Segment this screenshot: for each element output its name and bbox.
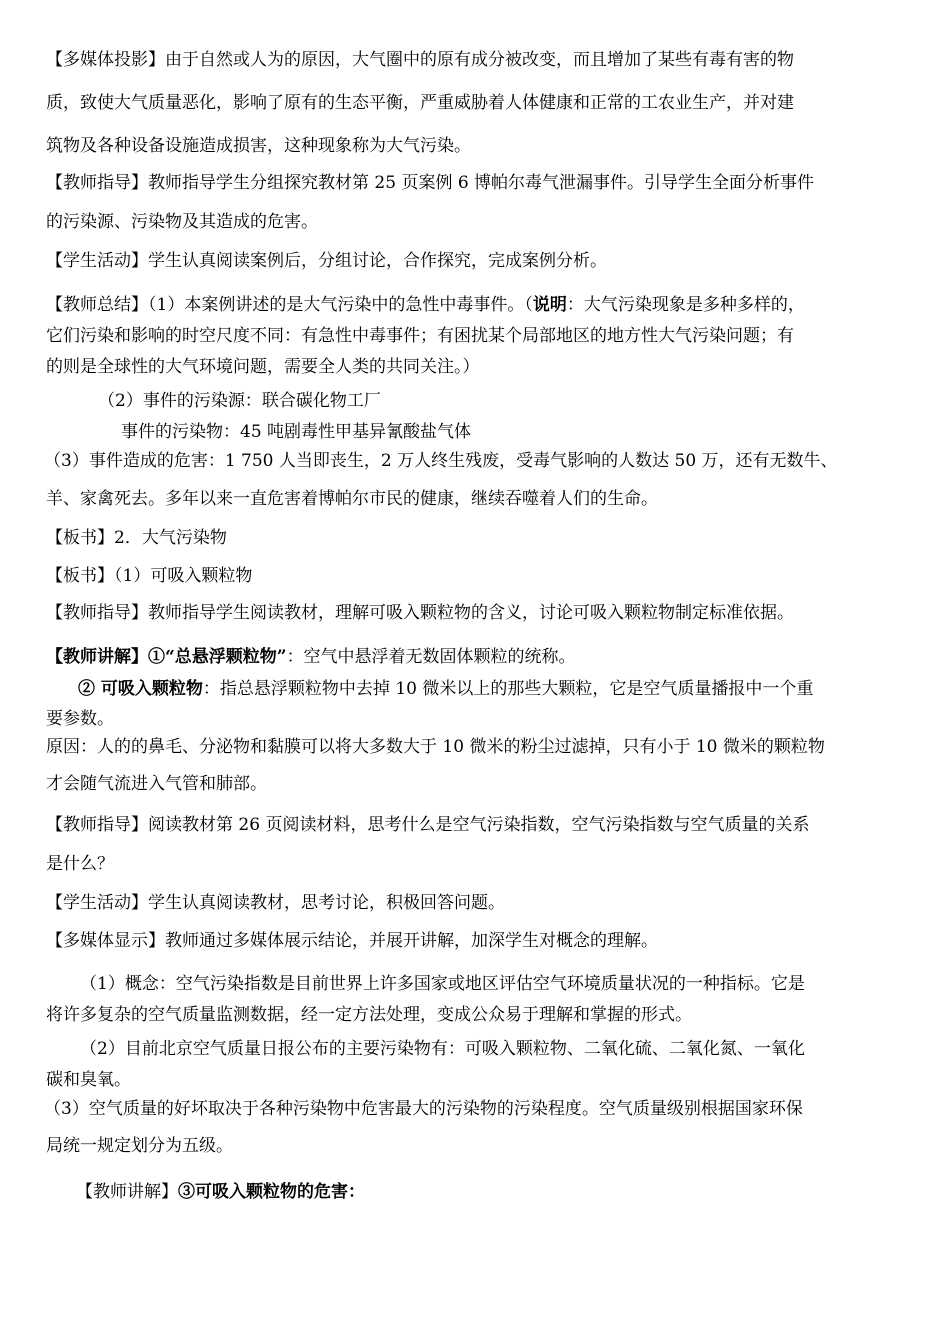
section-tag: 【板书】 <box>46 566 114 586</box>
note-label: 说明 <box>532 295 567 315</box>
section-tag: 【学生活动】 <box>46 251 148 271</box>
p5-line-1: 【板书】2．大气污染物 <box>46 528 227 548</box>
p12-line-4: 碳和臭氧。 <box>46 1070 131 1090</box>
p4-line-2: 它们污染和影响的时空尺度不同：有急性中毒事件；有困扰某个局部地区的地方性大气污染问题；有 <box>46 326 794 346</box>
p12-line-2: 将许多复杂的空气质量监测数据，经一定方法处理，变成公众易于理解和掌握的形式。 <box>46 1005 692 1025</box>
p8-line-1: 【教师讲解】①“总悬浮颗粒物”：空气中悬浮着无数固体颗粒的统称。 <box>46 647 576 667</box>
p12-line-6: 局统一规定划分为五级。 <box>46 1136 233 1156</box>
p13-line-1: 【教师讲解】③可吸入颗粒物的危害： <box>76 1182 365 1202</box>
p7-line-1: 【教师指导】教师指导学生阅读教材，理解可吸入颗粒物的含义，讨论可吸入颗粒物制定标准依据。 <box>46 603 794 623</box>
section-tag: 【教师指导】 <box>46 815 148 835</box>
section-tag: 【学生活动】 <box>46 893 148 913</box>
p8-line-2: ② 可吸入颗粒物：指总悬浮颗粒物中去掉 10 微米以上的那些大颗粒，它是空气质量播报中一个重 <box>78 679 814 699</box>
section-tag: 【多媒体投影】 <box>46 50 165 70</box>
p2-line-2: 的污染源、污染物及其造成的危害。 <box>46 212 318 232</box>
p1-line-1: 【多媒体投影】由于自然或人为的原因，大气圈中的原有成分被改变，而且增加了某些有毒有害的物 <box>46 50 794 70</box>
p12-line-1: （1）概念：空气污染指数是目前世界上许多国家或地区评估空气环境质量状况的一种指标。它是 <box>80 974 805 994</box>
p2-line-1: 【教师指导】教师指导学生分组探究教材第 25 页案例 6 博帕尔毒气泄漏事件。引导学生全面分析事件 <box>46 173 815 193</box>
p4-line-6: （3）事件造成的危害：1 750 人当即丧生，2 万人终生残废，受毒气影响的人数达 50 万，还有无数牛、 <box>44 451 838 471</box>
p4-line-7: 羊、家禽死去。多年以来一直危害着博帕尔市民的健康，继续吞噬着人们的生命。 <box>46 489 658 509</box>
section-tag: 【教师总结】 <box>46 295 148 315</box>
section-tag: 【教师指导】 <box>46 173 148 193</box>
p1-line-2: 质，致使大气质量恶化，影响了原有的生态平衡，严重威胁着人体健康和正常的工农业生产，并对建 <box>46 93 794 113</box>
section-tag: 【教师讲解】 <box>46 647 148 667</box>
section-tag: 【多媒体显示】 <box>46 931 165 951</box>
p4-line-5: 事件的污染物：45 吨剧毒性甲基异氰酸盐气体 <box>121 422 472 442</box>
p4-line-3: 的则是全球性的大气环境问题，需要全人类的共同关注。） <box>46 357 480 377</box>
p8-line-3: 要参数。 <box>46 709 114 729</box>
p6-line-1: 【板书】（1）可吸入颗粒物 <box>46 566 253 586</box>
p8-line-5: 才会随气流进入气管和肺部。 <box>46 774 267 794</box>
section-tag: 【教师讲解】 <box>76 1182 178 1202</box>
p11-line-1: 【多媒体显示】教师通过多媒体展示结论，并展开讲解，加深学生对概念的理解。 <box>46 931 658 951</box>
section-tag: 【板书】 <box>46 528 114 548</box>
p4-line-1: 【教师总结】（1）本案例讲述的是大气污染中的急性中毒事件。（说明：大气污染现象是多种多样的， <box>46 295 805 315</box>
section-tag: 【教师指导】 <box>46 603 148 623</box>
p10-line-1: 【学生活动】学生认真阅读教材，思考讨论，积极回答问题。 <box>46 893 505 913</box>
p8-line-4: 原因：人的的鼻毛、分泌物和黏膜可以将大多数大于 10 微米的粉尘过滤掉，只有小于 10 微米的颗粒物 <box>46 737 825 757</box>
p1-line-3: 筑物及各种设备设施造成损害，这种现象称为大气污染。 <box>46 136 471 156</box>
p9-line-1: 【教师指导】阅读教材第 26 页阅读材料，思考什么是空气污染指数，空气污染指数与空气质量的关系 <box>46 815 810 835</box>
p3-line-1: 【学生活动】学生认真阅读案例后，分组讨论，合作探究，完成案例分析。 <box>46 251 607 271</box>
p12-line-3: （2）目前北京空气质量日报公布的主要污染物有：可吸入颗粒物、二氧化硫、二氧化氮、一氧化 <box>80 1039 805 1059</box>
p9-line-2: 是什么？ <box>46 854 114 874</box>
p4-line-4: （2）事件的污染源：联合碳化物工厂 <box>98 391 381 411</box>
p12-line-5: （3）空气质量的好坏取决于各种污染物中危害最大的污染物的污染程度。空气质量级别根据国家环保 <box>44 1099 803 1119</box>
